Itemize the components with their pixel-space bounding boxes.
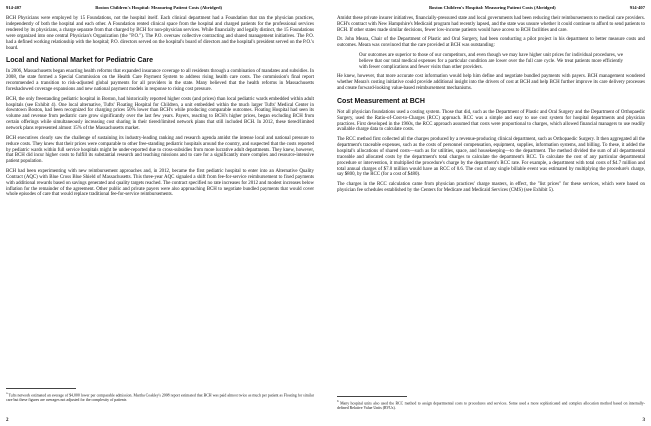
right-paragraph-2: Dr. John Meara, Chair of the Department of Plastic and Oral Surgery, had been conducting a pilot project in his department to better measure costs and outcomes. Meara was convinced that the care provided at BCH was outstanding: [337, 37, 645, 49]
left-section-paragraph-2: BCH, the only freestanding pediatric hospital in Boston, had historically reported higher costs (and prices) than local pediatric wards embedded within adult hospitals (see Exhibit 4). One local alternative, Tufts' Floating Hospital for Children, a unit embedded within the much larger Tufts' Medical Center in downtown Boston, had been recognized for charging prices 50% lower than BCH's while producing comparable outcomes. Floating Hospital had seen its volume and revenue from pediatric care grow significantly over the last few years. Payers, reacting to BCH's higher prices, began excluding BCH from certain offerings while simultaneously increasing cost sharing in their tiered/limited network plans that still included BCH. In 2012, these tiered/limited network plans represented almost 15% of the Massachusetts market. [6, 96, 314, 132]
right-footnote-mark: b [337, 399, 339, 403]
right-paragraph-3: He knew, however, that more accurate cost information would help him define and negotiate bundled payments with payers. BCH management wondered whether Meara's costing initiative could provide additional insight into the drivers of cost at BCH and help BCH further improve its care delivery processes and create forward-looking value-based reimbursement mechanisms. [337, 74, 645, 91]
right-section-paragraph-2: The RCC method first collected all the charges produced by a revenue-producing clinical department, such as Orthopaedic Surgery. It then aggregated all the department's traceable expenses, such as the costs of personnel compensation, equipment, supplies, information systems, and billing. To these, it added the hospital's allocations of shared costs—such as for utilities, space, and housekeeping—to the department. The method divided the sum of all departmental traceable and allocated costs by the department's total charges to calculate the department's RCC. To calculate the cost of any particular departmental procedure or intervention, it multiplied the procedure's charge by the department's RCC rate. For example, a department with total costs of $4.7 million and total annual charges of $7.0 million would have an RCC of 0.6. The cost of any single billable event was estimated by multiplying the procedure's charge, say $800, by the RCC (for a cost of $480). [337, 136, 645, 178]
left-footnote-mark: a [6, 391, 8, 395]
left-footnote-area [6, 388, 314, 402]
left-footnote-text: Tufts network estimated an average of $4,000 lower per comparable admission. Martha Coakley's 2008 report estimated that BCH was paid almost twice as much per patient as Floating for similar care but these figures are averages not adjusted for the complexity of patients [6, 393, 314, 402]
left-section-paragraph-3: BCH executives clearly saw the challenge of sustaining its industry-leading ranking and research agenda amidst the intense local and national pressure to reduce costs. They knew that their prices were comparable to other free-standing pediatric hospitals around the country, and suspected that the costs reported by pediatric wards within full service hospitals might be under-reported due to cross-subsidies from more lucrative adult departments. They knew, however, that BCH did incur higher costs to fulfill its substantial research and teaching missions and to care for a significantly more complex and resource-intensive patient population. [6, 135, 314, 165]
right-page-header [337, 3, 645, 12]
left-paragraph-1: BCH Physicians were employed by 15 Foundations, not the hospital itself. Each clinical department had a Foundation that ran the physician practices, independently of both the hospital and each other. A Foundation rented clinical space from the hospital and charged patients for the professional services rendered by its physicians, a charge separate from that charged by BCH for non-physician services. While financially and legally distinct, the 15 Foundations were organized into one central Physician's Organization (the "P.O."). The P.O. oversaw collective contracting and shared management initiatives. The P.O. had a defined working relationship with the hospital; P.O. directors served on the hospital's board of directors and the hospital's president served on the P.O.'s board. [6, 16, 314, 51]
left-case-number: 914-407 [6, 5, 22, 10]
right-running-title: Boston Children's Hospital: Measuring Patient Costs (Abridged) [428, 5, 556, 10]
right-footnote-rule [337, 396, 407, 397]
right-paragraph-1: Amidst these private insurer initiatives, financially-pressured state and local governments had been reducing their reimbursements to medical care providers. BCH's contract with New Hampshire's Medicaid program had recently lapsed, and the state was unsure whether it could continue to afford to send patients to BCH. If other states made similar decisions, fewer low-income patients would have access to BCH facilities and care. [337, 16, 645, 33]
right-footnote-text: Many hospital units also used the RCC method to assign departmental costs to procedures and services. Some used a more sophisticated and complex allocation method based on internally-defined Relative Value Units (RVUs). [337, 401, 645, 410]
right-footnote-area [337, 396, 645, 410]
meara-quote: Our outcomes are superior to those of our competitors, and even though we may have higher unit prices for individual procedures, we believe that our total medical expenses for a particular condition are lower over the full care cycle. We treat patients more efficiently with fewer complications and fewer visits than other providers. [359, 52, 623, 70]
left-section-paragraph-1: In 2006, Massachusetts began enacting health reforms that expanded insurance coverage to all residents through a combination of mandates and subsidies. In 2008, the state formed a Special Commission on the Health Care Payment System to address rising health care costs. The commission's final report recommended a transition to risk-adjusted global payments for all providers in the state. Many believed that the health reforms in Massachusetts foreshadowed coverage expansions and new national payment models in response to rising cost pressure. [6, 69, 314, 93]
right-section-heading: Cost Measurement at BCH [337, 97, 425, 105]
right-section-paragraph-3: The charges in the RCC calculation came from physician practices' charge masters, in effect, the "list prices" for these services, which were based on physician fee schedules established by the Centers for Medicare and Medicaid Services (CMS) (see Exhibit 5). [337, 181, 645, 193]
right-page [331, 0, 651, 426]
right-section-paragraph-1: Not all physician foundations used a costing system. Those that did, such as the Department of Plastic and Oral Surgery and the Department of Orthopaedic Surgery, used the Ratio-of-Cost-to-Charges (RCC) approach. RCC was a simple and easy to use cost system for hospital departments and physician practices. First developed in the 1960s, the RCC approach assumed that costs were proportional to charges, which allowed financial managers to use readily available charge data to calculate costs. [337, 109, 645, 133]
right-case-number: 914-407 [629, 5, 645, 10]
left-section-heading: Local and National Market for Pediatric Care [6, 57, 154, 65]
right-page-number: 3 [642, 418, 645, 423]
left-footnote-rule [6, 388, 76, 389]
left-section-paragraph-4: BCH had been experimenting with new reimbursement approaches and, in 2012, became the first pediatric hospital to enter into an Alternative Quality Contract (AQC) with Blue Cross Blue Shield of Massachusetts. This three-year AQC signaled a shift from fee-for-service reimbursement to fixed payments with additional rewards based on savings generated and quality targets reached. The contract specified no rate increases for 2012 and modest increases below inflation for the remainder of the agreement. Other public and private payers were also approaching BCH to negotiate bundled payments that would cover whole episodes of care that would replace traditional fee-for-service reimbursements. [6, 168, 314, 198]
left-footnote [6, 391, 314, 402]
left-page-header [6, 3, 314, 12]
right-footnote [337, 399, 645, 410]
left-page [0, 0, 320, 426]
left-page-number: 2 [6, 418, 9, 423]
page-gutter [320, 0, 331, 426]
left-running-title: Boston Children's Hospital: Measuring Patient Costs (Abridged) [95, 5, 223, 10]
